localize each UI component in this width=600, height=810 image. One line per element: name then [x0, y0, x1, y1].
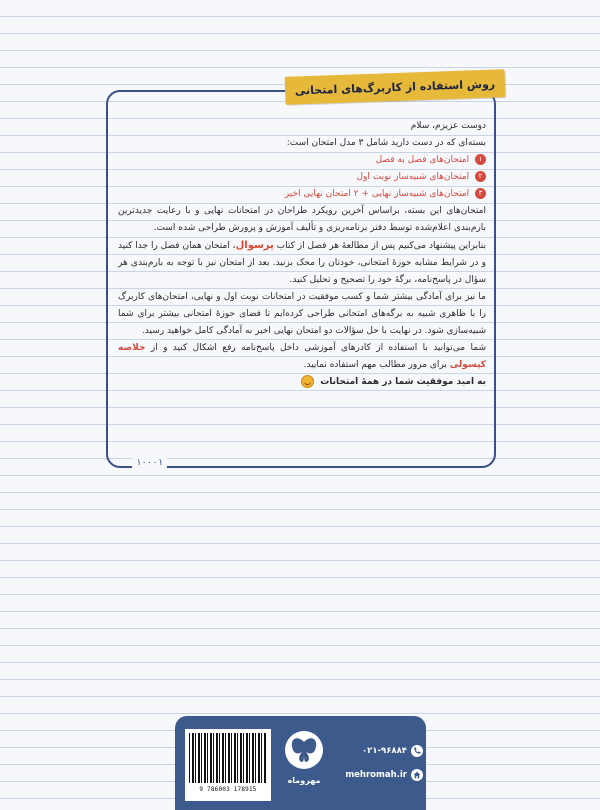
footer-bar	[175, 716, 426, 810]
paragraph-1: امتحان‌های این بسته، براساس آخرین رویکرد طراحان در امتحانات نهایی و با رعایت جدیدترین بارم‌بندی اعلام‌شده توسط دفتر برنامه‌ریزی و تألیف آموزش و پرورش طراحی شده است.	[118, 206, 486, 233]
barcode-number: 9 786003 178915	[199, 786, 257, 793]
intro-line: بسته‌ای که در دست دارید شامل ۳ مدل امتحان است:	[286, 138, 486, 148]
phone-icon	[411, 745, 423, 757]
option-item-1	[118, 152, 486, 169]
website-row[interactable]	[341, 766, 423, 784]
paragraph-4-end: برای مرور مطالب مهم استفاده نمایید.	[303, 360, 447, 370]
phone-row	[341, 742, 423, 760]
paragraph-4-start: شما می‌توانید با استفاده از کادرهای آموزشی داخل پاسخ‌نامه رفع اشکال کنید و از	[150, 343, 486, 353]
letter-body	[118, 118, 486, 391]
barcode-bars	[189, 733, 267, 783]
butterfly-icon	[284, 730, 324, 770]
smiley-icon	[301, 375, 314, 388]
paragraph-2-start: بنابراین پیشنهاد می‌کنیم پس از مطالعهٔ هر فصل از کتاب	[276, 241, 486, 251]
option-label-2: امتحان‌های شبیه‌ساز نوبت اول	[356, 172, 470, 182]
capsule-summary-highlight: خلاصه کپسولی	[118, 343, 486, 370]
paragraph-2	[118, 237, 486, 289]
page-code: ۱۰۰۰۱	[132, 458, 167, 468]
contact-info	[341, 742, 423, 790]
option-number-1: ۱	[475, 154, 486, 165]
publisher-logo	[280, 730, 328, 796]
closing-text: به امید موفقیت شما در همهٔ امتحانات	[320, 377, 486, 387]
publisher-name: مهروماه	[287, 776, 321, 785]
phone-number: ۰۲۱-۹۶۸۸۴	[361, 746, 407, 756]
option-item-3	[118, 186, 486, 203]
home-icon	[411, 769, 423, 781]
paragraph-4	[118, 340, 486, 374]
option-number-3: ۳	[475, 188, 486, 199]
option-label-1: امتحان‌های فصل به فصل	[375, 155, 470, 165]
paragraph-3: ما نیز برای آمادگی بیشتر شما و کسب موفقیت در امتحانات نوبت اول و نهایی، امتحان‌های کاربرگ را با ظاهری شبیه به برگه‌های امتحانی طراحی کرده‌ایم تا فضای حوزهٔ امتحانی بیشتر برای شما شبیه‌سازی شود. در نهایت با حل سؤالات دو امتحان نهایی اخیر به آمادگی کامل خواهید رسید.	[118, 292, 486, 336]
closing-line	[118, 374, 486, 391]
section-title: روش استفاده از کاربرگ‌های امتحانی	[294, 77, 496, 97]
paragraph-2-end: ، امتحان همان فصل را جدا کنید و در شرایط مشابه حوزهٔ امتحانی، خودتان را محک بزنید. بعد از امتحان نیز با توجه به بارم‌بندی هر سؤال در پاسخ‌نامه، برگهٔ خود را تصحیح و تحلیل کنید.	[118, 241, 486, 285]
option-number-2: ۲	[475, 171, 486, 182]
brand-logo-text: پرسوال	[235, 240, 274, 251]
isbn-barcode	[185, 729, 271, 801]
greeting: دوست عزیزم، سلام	[410, 121, 486, 131]
option-item-2	[118, 169, 486, 186]
option-label-3: امتحان‌های شبیه‌ساز نهایی + ۲ امتحان نهایی اخیر	[284, 189, 470, 199]
website-link[interactable]: mehromah.ir	[345, 770, 407, 780]
